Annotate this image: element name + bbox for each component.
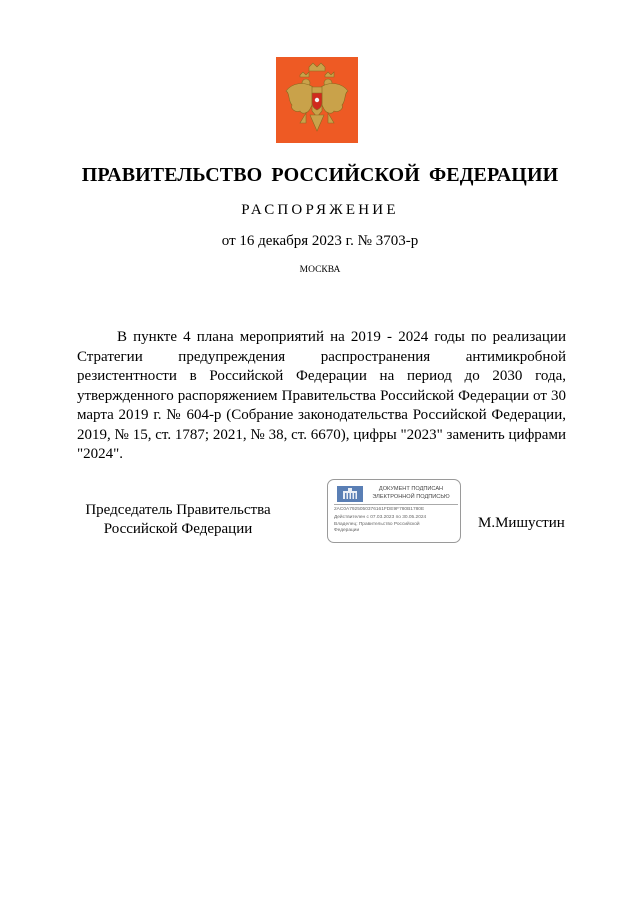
coat-of-arms-emblem — [276, 57, 358, 143]
document-city: МОСКВА — [299, 265, 341, 275]
stamp-certificate: 2AC0A7925050376161FDE9F780B1780E — [334, 507, 425, 512]
stamp-title-line1: ДОКУМЕНТ ПОДПИСАН — [378, 486, 444, 492]
order-paragraph: В пункте 4 плана мероприятий на 2019 - 2024 годы по реализации Стратегии предупреждения распространения антимикробной резистентности в Российской Федерации на период до 2030 года, утвержденного распоряжением Правительства Российской Федерации от 30 марта 2019 г. № 604-р (Собрание законодательства Российской Федерации, 2019, № 15, ст. 1787; 2021, № 38, ст. 6670), цифры "2023" заменить цифрами "2024". — [77, 329, 566, 462]
stamp-divider — [334, 504, 458, 505]
stamp-title-line2: ЭЛЕКТРОННОЙ ПОДПИСЬЮ — [372, 493, 450, 500]
stamp-validity: Действителен с 07.03.2023 по 30.05.2024 — [334, 515, 427, 520]
coat-of-arms-icon — [276, 57, 358, 143]
signer-name: М.Мишустин — [478, 515, 565, 531]
signer-position-line1: Председатель Правительства — [85, 502, 271, 518]
signer-position-line2: Российской Федерации — [103, 521, 253, 537]
e-signature-stamp — [327, 479, 461, 543]
organization-title: ПРАВИТЕЛЬСТВО РОССИЙСКОЙ ФЕДЕРАЦИИ — [81, 164, 559, 186]
stamp-title — [366, 486, 456, 501]
document-date-number: от 16 декабря 2023 г. № 3703-р — [221, 233, 419, 249]
document-type: РАСПОРЯЖЕНИЕ — [241, 202, 399, 218]
stamp-owner-line1: Владелец: Правительство Российской — [334, 522, 420, 527]
signer-position — [78, 501, 278, 539]
government-building-icon — [337, 486, 363, 502]
stamp-owner-line2: Федерации — [334, 528, 360, 533]
